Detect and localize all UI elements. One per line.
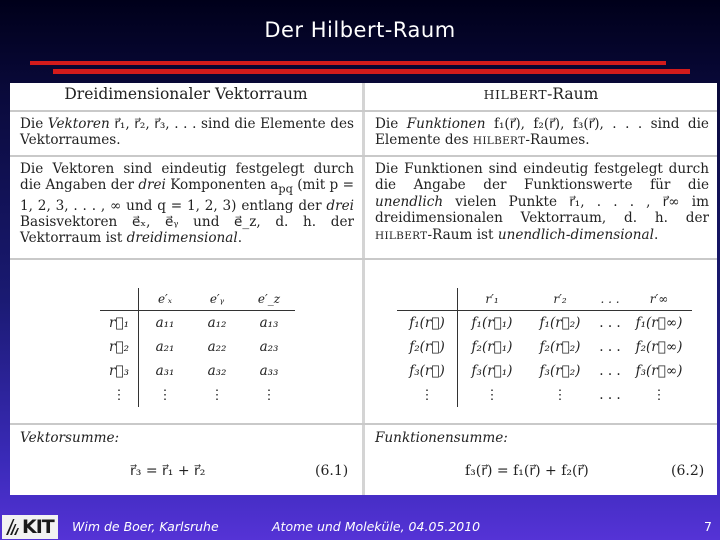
table-cell: . . . — [599, 363, 621, 379]
equation-number: (6.2) — [671, 463, 705, 479]
table-corner — [397, 288, 458, 311]
table-cell: f₃(r⃗∞) — [635, 363, 683, 379]
row-label: f₁(r⃗) — [397, 311, 458, 336]
table-cell: f₁(r⃗₂) — [539, 315, 581, 331]
point-header: r′₂ — [526, 288, 594, 311]
table-cell: ⋮ — [485, 387, 499, 403]
table-cell: f₂(r⃗₂) — [539, 339, 581, 355]
page-number: 7 — [704, 519, 712, 534]
text: Die — [375, 116, 407, 132]
text: -Raumes. — [525, 132, 590, 149]
table-cell: a₃₂ — [207, 363, 227, 379]
table-cell: a₃₁ — [155, 363, 175, 379]
right-definition-paragraph — [375, 161, 709, 244]
emphasis: drei — [138, 177, 166, 194]
text: f₁(r⃗), f₂(r⃗), f₃(r⃗), . . . sind die Elemente des — [375, 116, 709, 149]
row-label: r⃗₁ — [100, 311, 139, 336]
right-column-header — [365, 85, 717, 103]
table-cell: . . . — [599, 387, 621, 403]
vector-sum-label: Vektorsumme: — [20, 430, 120, 446]
point-header: r′₁ — [458, 288, 527, 311]
row-label: ⋮ — [397, 383, 458, 407]
text: vielen Punkte r⃗₁, . . . , r⃗∞ im dreidimensionalen Vektorraum, d. h. der — [375, 193, 709, 227]
emphasis: Vektoren — [47, 116, 110, 132]
right-elements-paragraph — [375, 116, 709, 150]
table-cell: f₁(r⃗∞) — [635, 315, 683, 331]
basis-header: e′_z — [243, 288, 295, 311]
text: r⃗₁, r⃗₂, r⃗₃, . . . sind die Elemente des Vektorraumes. — [20, 116, 354, 149]
row-label: ⋮ — [100, 383, 139, 407]
table-cell: a₂₂ — [207, 339, 227, 355]
table-row — [100, 383, 295, 407]
text: Die Funktionen sind eindeutig festgelegt durch die Angabe der Funktionswerte für die — [375, 161, 709, 194]
table-cell: f₃(r⃗₁) — [471, 363, 513, 379]
hilbert-space-column — [365, 83, 717, 495]
vector-component-table — [100, 288, 295, 407]
kit-logo-icon — [5, 518, 21, 536]
emphasis: unendlich-dimensional — [497, 226, 654, 243]
equation-number: (6.1) — [315, 463, 349, 479]
kit-logo — [2, 515, 58, 539]
table-cell: ⋮ — [652, 387, 666, 403]
emphasis: unendlich — [375, 193, 444, 210]
subscript: pq — [278, 182, 293, 197]
table-cell: a₁₁ — [155, 315, 175, 331]
title-rule-bottom — [53, 69, 690, 74]
table-corner — [100, 288, 139, 311]
basis-header: e′ₓ — [139, 288, 192, 311]
emphasis: dreidimensional — [126, 230, 238, 247]
title-rule-top — [30, 61, 666, 65]
emphasis: drei — [326, 197, 354, 214]
table-cell: f₂(r⃗∞) — [635, 339, 683, 355]
slide-footer — [0, 512, 720, 540]
text: Basisvektoren e⃗ₓ, e⃗ᵧ und e⃗_z, d. h. der Vektorraum ist — [20, 213, 354, 247]
table-row — [100, 311, 295, 336]
comparison-table-panel — [10, 83, 717, 495]
table-cell: f₁(r⃗₁) — [471, 315, 513, 331]
table-cell: ⋮ — [553, 387, 567, 403]
text: -Raum ist — [427, 226, 498, 243]
text: Die — [20, 116, 48, 132]
vector-space-column — [10, 83, 362, 495]
basis-header: e′ᵧ — [191, 288, 243, 311]
table-cell: a₃₃ — [259, 363, 279, 379]
emphasis: Funktionen — [406, 116, 486, 132]
table-cell: ⋮ — [158, 387, 172, 403]
table-cell: f₂(r⃗₁) — [471, 339, 513, 355]
text: . — [653, 226, 659, 243]
text: (mit p = 1, 2, 3, . . . , ∞ und q = 1, 2, 3) entlang der — [20, 177, 355, 214]
table-row — [100, 335, 295, 359]
smallcaps-text: HILBERT — [375, 229, 428, 242]
table-cell: . . . — [599, 339, 621, 355]
row-label: r⃗₃ — [100, 359, 139, 383]
kit-logo-text: KIT — [22, 516, 54, 538]
function-sum-label: Funktionensumme: — [375, 430, 508, 446]
table-row — [100, 359, 295, 383]
table-cell: a₂₃ — [259, 339, 279, 355]
left-definition-paragraph — [20, 161, 354, 247]
table-cell: a₁₃ — [259, 315, 279, 331]
table-row — [397, 335, 692, 359]
smallcaps-text: HILBERT — [483, 87, 548, 102]
text: . — [237, 230, 243, 247]
table-row — [397, 359, 692, 383]
table-cell: f₃(r⃗₂) — [539, 363, 581, 379]
text: -Raum — [547, 85, 599, 103]
table-cell: a₁₂ — [207, 315, 227, 331]
footer-course-date: Atome und Moleküle, 04.05.2010 — [272, 519, 481, 534]
row-label: f₂(r⃗) — [397, 335, 458, 359]
point-header: r′∞ — [626, 288, 692, 311]
slide-title: Der Hilbert-Raum — [264, 18, 456, 42]
smallcaps-text: HILBERT — [472, 135, 526, 148]
text: Die Vektoren sind eindeutig festgelegt durch die Angaben der — [20, 161, 354, 194]
table-cell: a₂₁ — [155, 339, 175, 355]
table-cell: . . . — [599, 315, 621, 331]
text: Komponenten a — [165, 177, 279, 194]
table-cell: ⋮ — [210, 387, 224, 403]
footer-author: Wim de Boer, Karlsruhe — [72, 519, 219, 534]
table-cell: ⋮ — [262, 387, 276, 403]
row-label: f₃(r⃗) — [397, 359, 458, 383]
left-elements-paragraph — [20, 116, 354, 149]
row-label: r⃗₂ — [100, 335, 139, 359]
table-row — [397, 383, 692, 407]
table-row — [397, 311, 692, 336]
function-sum-formula: f₃(r⃗) = f₁(r⃗) + f₂(r⃗) — [465, 463, 589, 479]
function-value-table — [397, 288, 692, 407]
point-header: . . . — [594, 288, 626, 311]
left-column-header: Dreidimensionaler Vektorraum — [64, 85, 308, 103]
vector-sum-formula: r⃗₃ = r⃗₁ + r⃗₂ — [130, 463, 206, 479]
